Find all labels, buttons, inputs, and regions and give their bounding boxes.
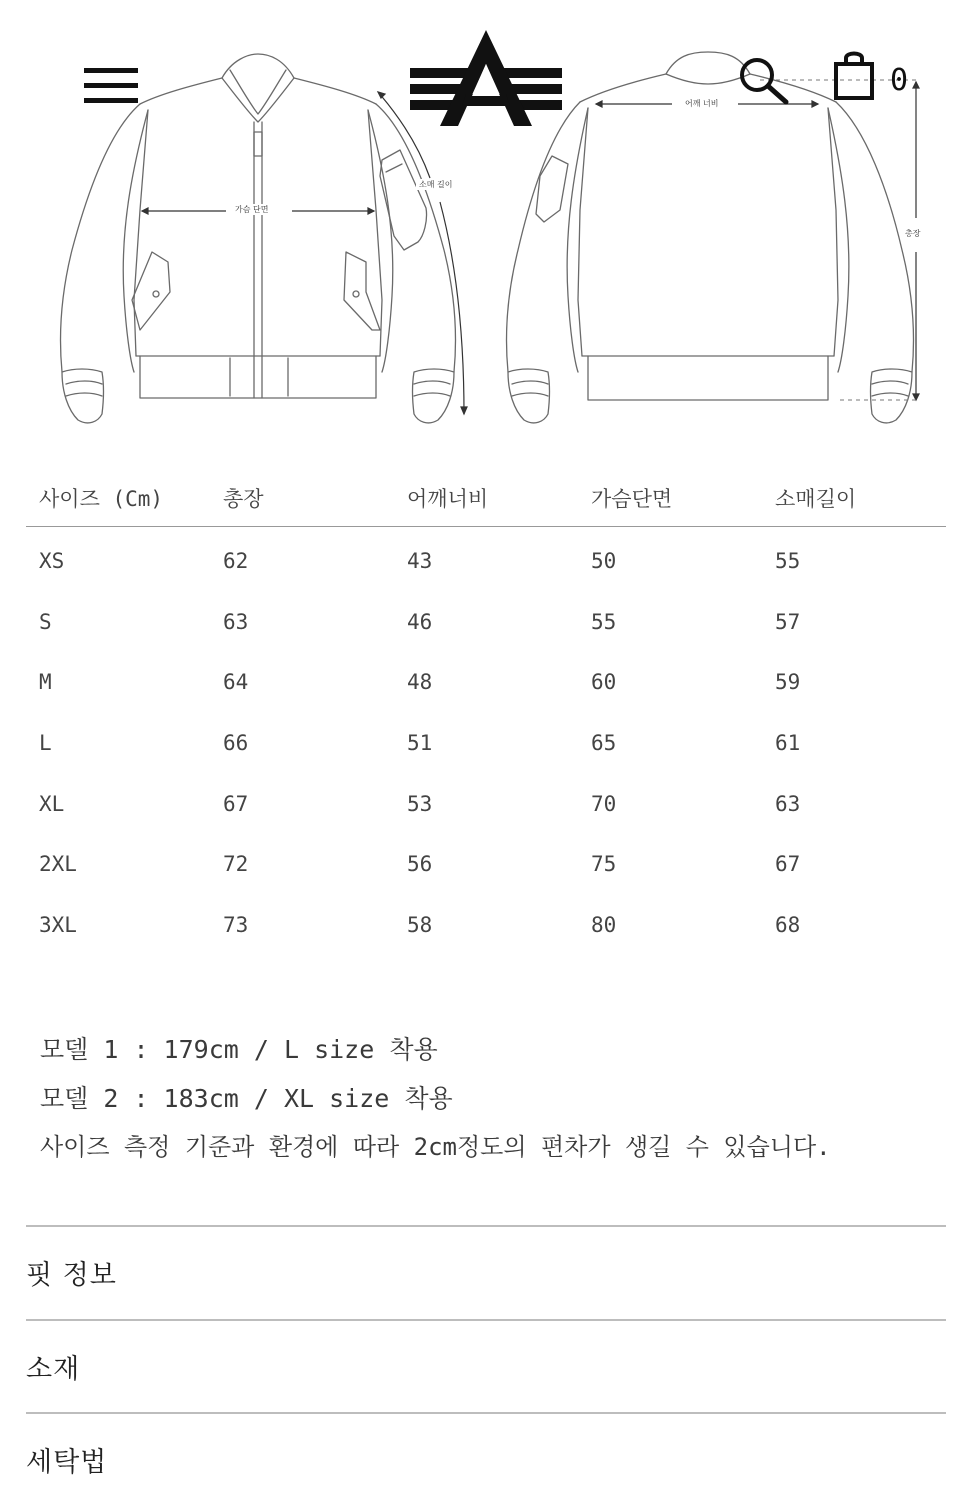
chest-cell: 50 [591, 549, 617, 574]
shoulder-cell: 46 [407, 609, 433, 634]
chest-cell: 55 [591, 609, 617, 634]
alpha-industries-logo-icon [406, 28, 566, 132]
hamburger-menu-icon [84, 66, 140, 108]
menu-button[interactable] [84, 66, 140, 108]
sleeve-cell: 63 [775, 791, 801, 816]
column-header-chest: 가슴단면 [578, 470, 762, 527]
sleeve-cell: 57 [775, 609, 801, 634]
chest-cell: 80 [591, 912, 617, 937]
size-cell: L [39, 731, 52, 756]
sleeve-cell: 67 [775, 852, 801, 877]
cart-button[interactable] [832, 48, 912, 104]
column-header-shoulder: 어깨너비 [394, 470, 578, 527]
shoulder-cell: 51 [407, 731, 433, 756]
size-cell: XS [39, 549, 65, 574]
column-header-size: 사이즈 (Cm) [26, 470, 210, 527]
length-cell: 63 [223, 609, 249, 634]
size-cell: XL [39, 791, 65, 816]
shoulder-cell: 56 [407, 852, 433, 877]
length-cell: 67 [223, 791, 249, 816]
accordion-fit-info[interactable] [26, 1225, 946, 1319]
sleeve-measure-label: 소매 길이 [416, 179, 455, 190]
front-jacket-drawing [60, 54, 455, 423]
model-notes [40, 1026, 960, 1172]
accordion-washing-title: 세탁법 [26, 1447, 108, 1478]
accordion-material-title: 소재 [26, 1354, 81, 1385]
size-table [26, 470, 946, 955]
chest-cell: 60 [591, 670, 617, 695]
shoulder-measure-label: 어깨 너비 [682, 98, 721, 109]
table-row [26, 834, 946, 895]
brand-logo[interactable] [406, 28, 566, 132]
shoulder-cell: 58 [407, 912, 433, 937]
measurement-disclaimer: 사이즈 측정 기준과 환경에 따라 2cm정도의 편차가 생길 수 있습니다. [40, 1133, 831, 1161]
size-cell: 3XL [39, 912, 77, 937]
search-icon [738, 56, 790, 108]
table-row [26, 773, 946, 834]
length-cell: 73 [223, 912, 249, 937]
size-cell: S [39, 609, 52, 634]
chest-cell: 65 [591, 731, 617, 756]
accordion-material[interactable] [26, 1319, 946, 1413]
chest-measure-label: 가슴 단면 [232, 204, 271, 215]
chest-cell: 70 [591, 791, 617, 816]
length-cell: 62 [223, 549, 249, 574]
accordion-washing[interactable] [26, 1412, 946, 1500]
size-cell: 2XL [39, 852, 77, 877]
column-header-length: 총장 [210, 470, 394, 527]
shoulder-cell: 43 [407, 549, 433, 574]
sleeve-cell: 59 [775, 670, 801, 695]
model-2-note: 모델 2 : 183cm / XL size 착용 [40, 1083, 453, 1113]
length-cell: 64 [223, 670, 249, 695]
table-row [26, 592, 946, 653]
shopping-bag-icon [832, 48, 878, 104]
length-measure-label: 총장 [902, 228, 923, 239]
search-button[interactable] [738, 56, 790, 108]
column-header-sleeve: 소매길이 [762, 470, 946, 527]
model-1-note: 모델 1 : 179cm / L size 착용 [40, 1035, 438, 1064]
table-row [26, 652, 946, 713]
table-row [26, 895, 946, 956]
table-header-row [26, 470, 946, 527]
length-cell: 66 [223, 731, 249, 756]
shoulder-cell: 48 [407, 670, 433, 695]
shoulder-cell: 53 [407, 791, 433, 816]
chest-cell: 75 [591, 852, 617, 877]
table-row [26, 713, 946, 774]
sleeve-cell: 55 [775, 549, 801, 574]
length-cell: 72 [223, 852, 249, 877]
cart-count-badge: 0 [890, 63, 909, 98]
accordion-fit-info-title: 핏 정보 [26, 1260, 117, 1291]
sleeve-cell: 68 [775, 912, 801, 937]
table-row [26, 527, 946, 592]
sleeve-cell: 61 [775, 731, 801, 756]
size-cell: M [39, 670, 52, 695]
